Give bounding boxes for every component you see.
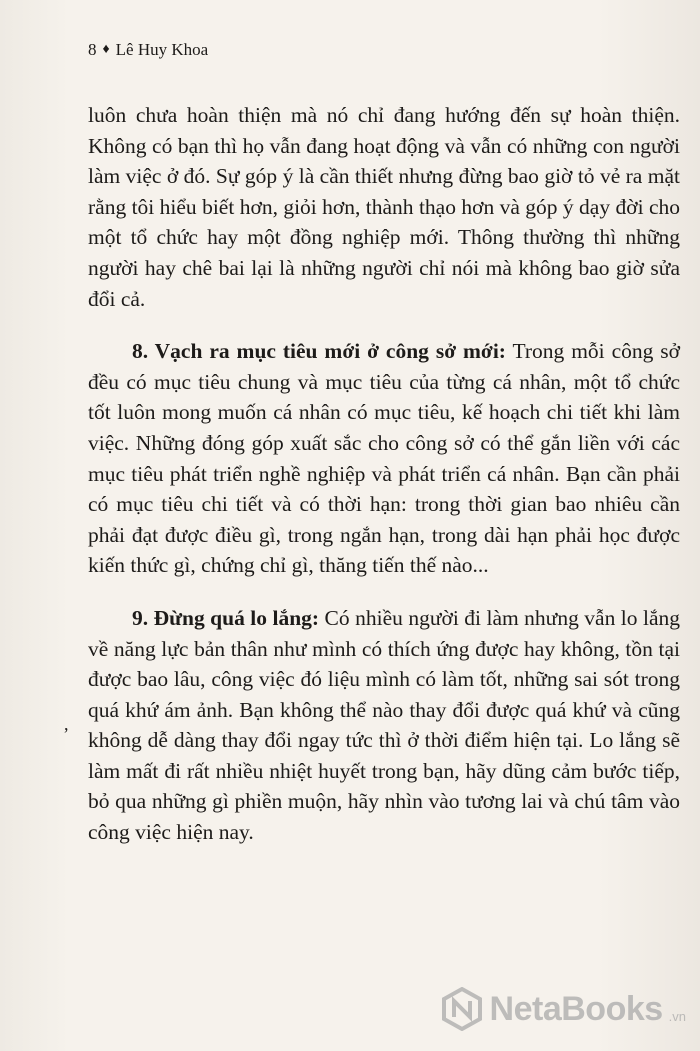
item-8-body: Trong mỗi công sở đều có mục tiêu chung và mục tiêu của từng cá nhân, một tổ chức tốt luôn mong muốn cá nhân có mục tiêu, kế hoạch chi tiết khi làm việc. Những đóng góp xuất sắc cho công sở có thể gắn liền với các mục tiêu phát triển nghề nghiệp và phát triển cá nhân. Bạn cần phải có mục tiêu chi tiết và có thời hạn: trong thời gian bao nhiêu cần phải đạt được điều gì, trong ngắn hạn, trong dài hạn phải học được kiến thức gì, chứng chỉ gì, thăng tiến thế nào... xyxy=(88,339,681,578)
page-number: 8 xyxy=(88,40,97,59)
running-head xyxy=(88,40,208,60)
paragraph-item-9 xyxy=(88,603,680,848)
watermark-suffix: .vn xyxy=(668,1008,686,1024)
diamond-icon: ♦ xyxy=(102,42,110,57)
item-8-heading: 8. Vạch ra mục tiêu mới ở công sở mới: xyxy=(132,339,506,364)
margin-mark: , xyxy=(64,714,69,734)
paragraph-item-8 xyxy=(88,336,680,581)
netabooks-logo-icon xyxy=(440,987,484,1031)
watermark xyxy=(440,987,686,1031)
body-text xyxy=(88,100,680,870)
paragraph-1: luôn chưa hoàn thiện mà nó chỉ đang hướng đến sự hoàn thiện. Không có bạn thì họ vẫn đang hoạt động và vẫn có những con người làm việc ở đó. Sự góp ý là cần thiết nhưng đừng bao giờ tỏ vẻ ra mặt rằng tôi hiểu biết hơn, giỏi hơn, thành thạo hơn và góp ý dạy đời cho một tổ chức hay một đồng nghiệp mới. Thông thường thì những người hay chê bai lại là những người chỉ nói mà không bao giờ sửa đổi cả. xyxy=(88,103,680,311)
author-name: Lê Huy Khoa xyxy=(115,40,209,59)
item-9-heading: 9. Đừng quá lo lắng: xyxy=(132,605,320,630)
watermark-brand: NetaBooks xyxy=(489,989,663,1028)
item-9-body: Có nhiều người đi làm nhưng vẫn lo lắng về năng lực bản thân như mình có thích ứng được hay không, tồn tại được bao lâu, công việc đó liệu mình có làm tốt, những sai sót trong quá khứ ám ảnh. Bạn không thể nào thay đổi được quá khứ và cũng không dễ dàng thay đổi ngay tức thì ở thời điểm hiện tại. Lo lắng sẽ làm mất đi rất nhiều nhiệt huyết trong bạn, hãy dũng cảm bước tiếp, bỏ qua những gì phiền muộn, hãy nhìn vào tương lai và chú tâm vào công việc hiện nay. xyxy=(88,605,680,845)
